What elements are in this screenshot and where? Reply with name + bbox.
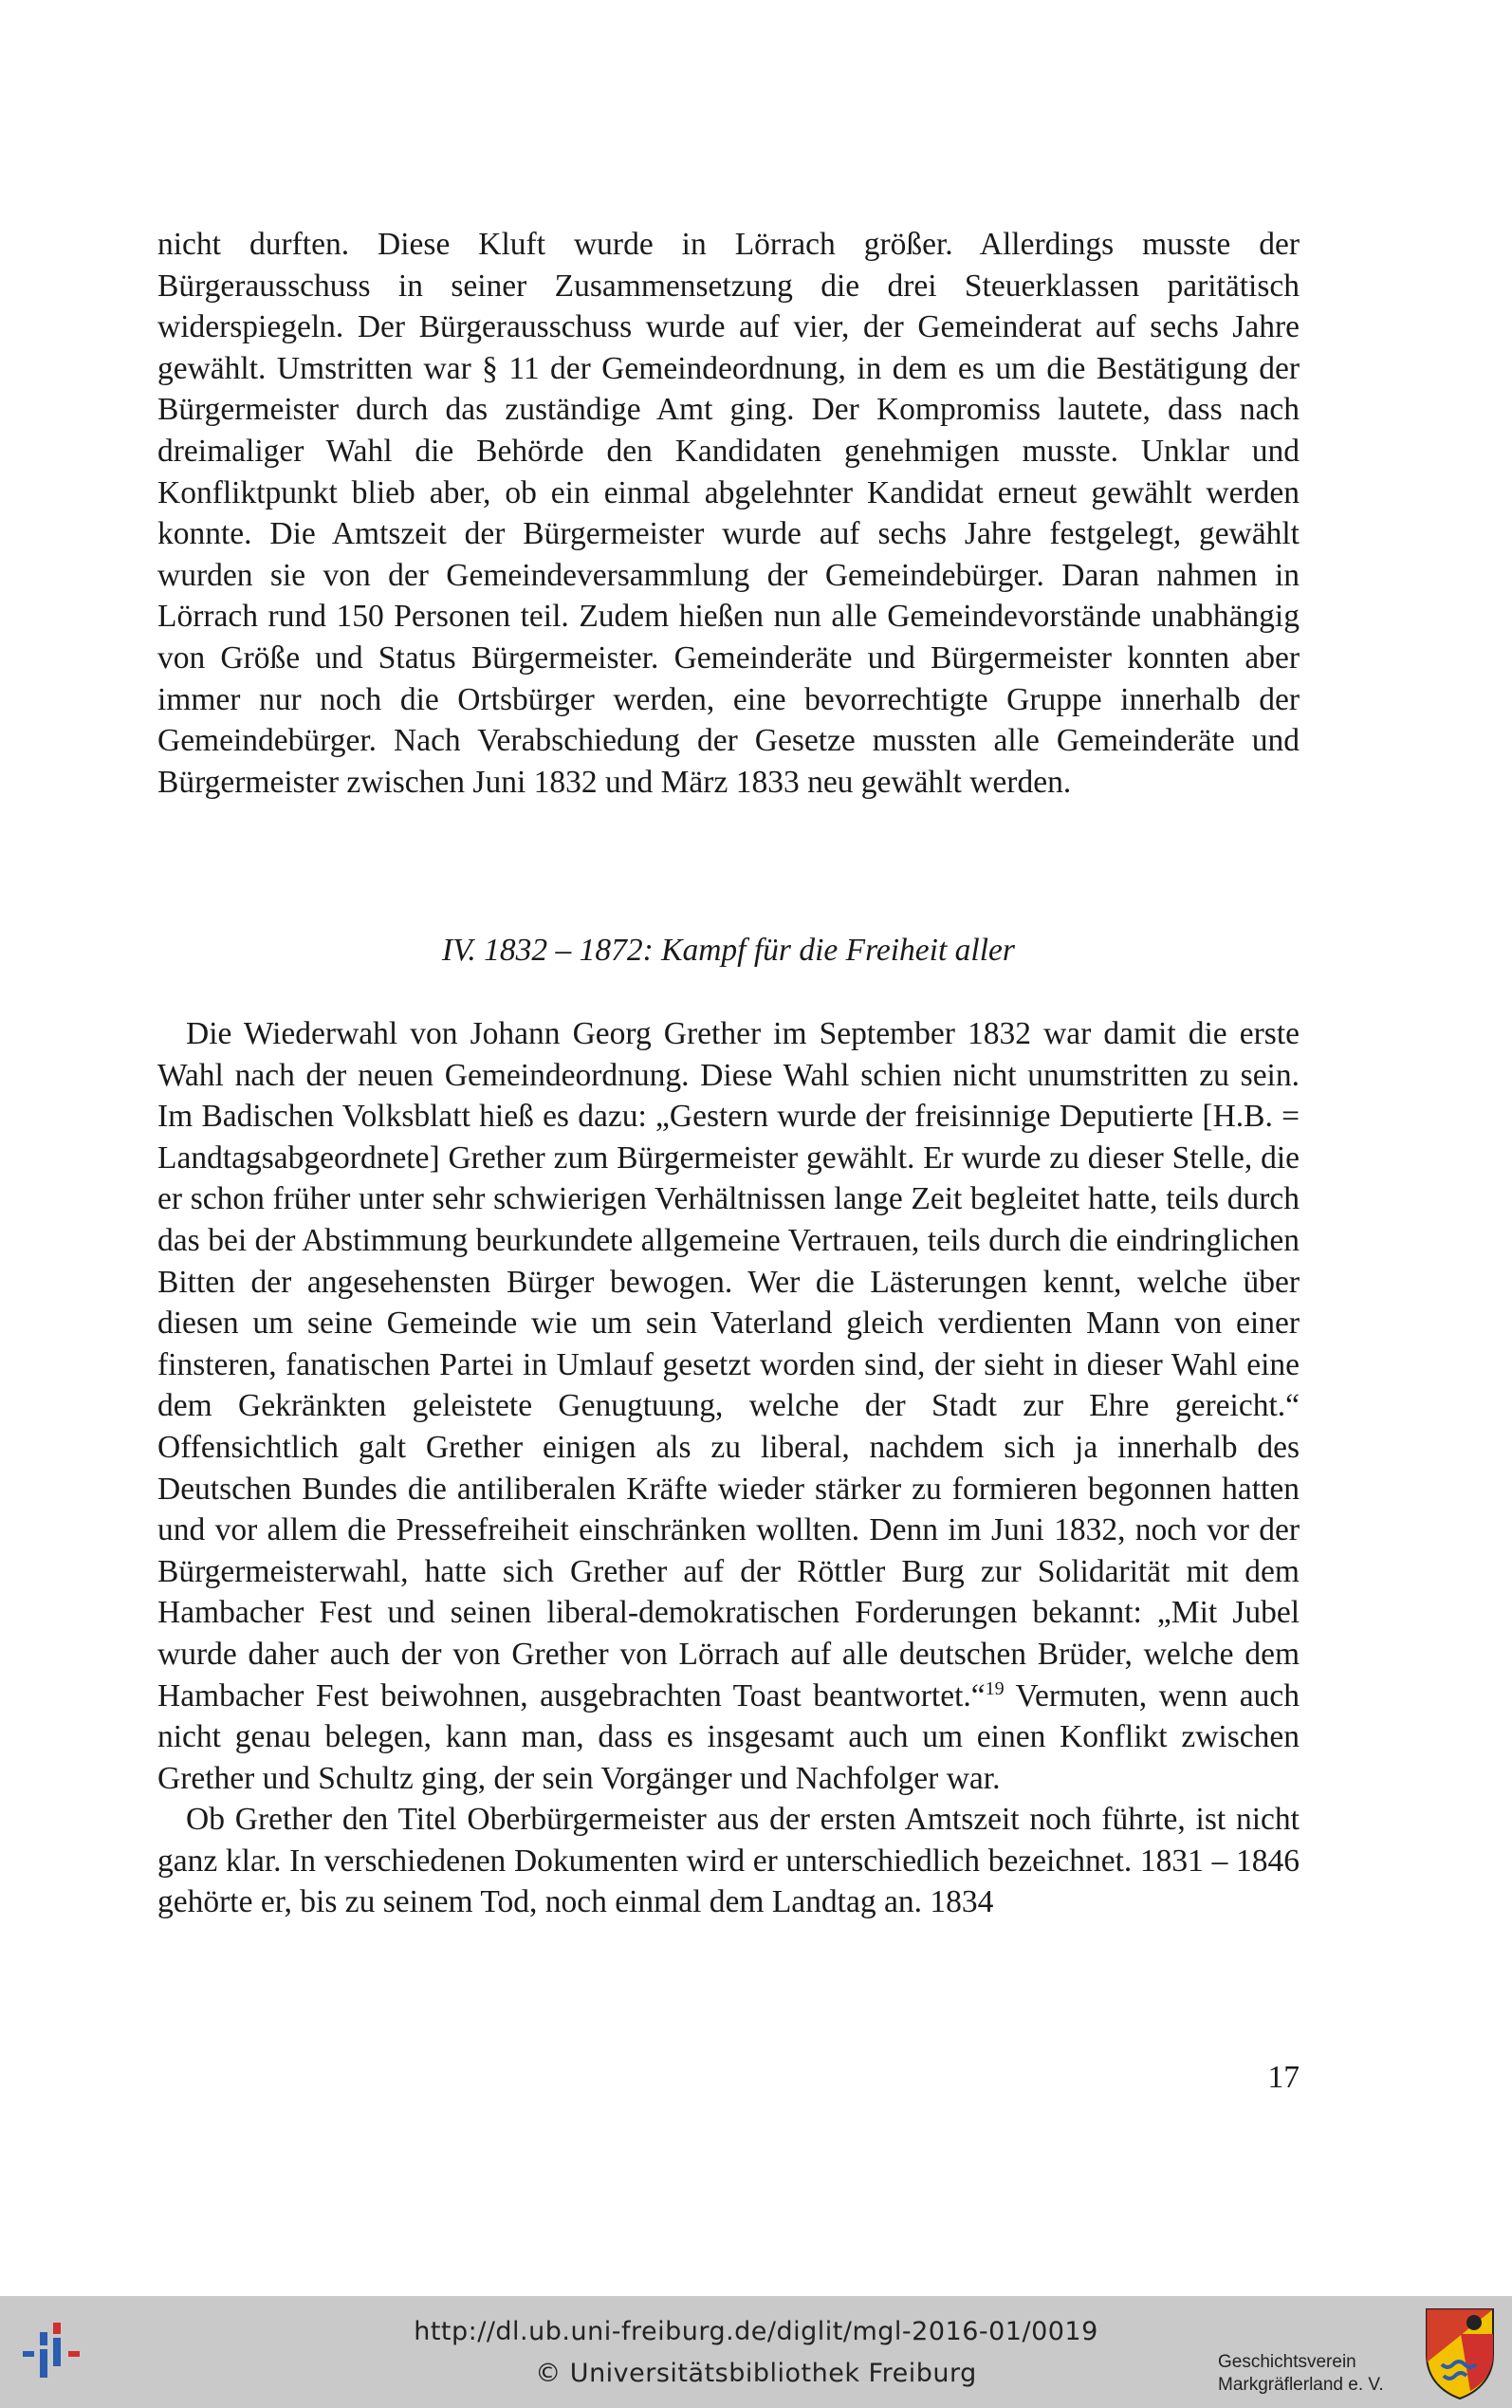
copyright-text: © Universitätsbibliothek Freiburg	[535, 2359, 977, 2388]
society-name-line: Geschichtsverein	[1218, 2352, 1356, 2372]
society-name	[1218, 2351, 1408, 2397]
coat-of-arms-icon	[1423, 2306, 1497, 2400]
paragraph-text: nicht durften. Diese Kluft wurde in Lörrach größer. Allerdings musste der Bürgerausschuss in seiner Zusammensetzung die drei Steuerklassen paritätisch widerspiegeln. Der Bürgerausschuss wurde auf vier, der Gemeinderat auf sechs Jahre gewählt. Umstritten war § 11 der Gemeindeordnung, in dem es um die Bestätigung der Bürgermeister durch das zuständige Amt ging. Der Kompromiss lautete, dass nach dreimaliger Wahl die Behörde den Kandidaten genehmigen musste. Unklar und Konfliktpunkt blieb aber, ob ein einmal abgelehnter Kandidat erneut gewählt werden konnte. Die Amtszeit der Bürgermeister wurde auf sechs Jahre festgelegt, gewählt wurden sie von der Gemeindeversammlung der Gemeindebürger. Daran nahmen in Lörrach rund 150 Personen teil. Zudem hießen nun alle Gemeindevorstände unabhängig von Größe und Status Bürgermeister. Gemeinderäte und Bürgermeister konnten aber immer nur noch die Ortsbürger werden, eine bevorrechtigte Gruppe innerhalb der Gemeindebürger. Nach Verabschiedung der Gesetze mussten alle Gemeinderäte und Bürgermeister zwischen Juni 1832 und März 1833 neu gewählt werden.	[157, 227, 1300, 800]
page-number: 17	[1267, 2060, 1300, 2095]
footnote-reference[interactable]: 19	[985, 1677, 1005, 1699]
source-url-link[interactable]: http://dl.ub.uni-freiburg.de/diglit/mgl-2016-01/0019	[414, 2317, 1098, 2346]
paragraph-text-continued: Vermuten, wenn auch nicht genau belegen, kann man, dass es insgesamt auch um einen Konflikt zwischen Grether und Schultz ging, der sein Vorgänger und Nachfolger war.	[157, 1677, 1300, 1796]
body-paragraph: Ob Grether den Titel Oberbürgermeister aus der ersten Amtszeit noch führte, ist nicht ganz klar. In verschiedenen Dokumenten wird er unterschiedlich bezeichnet. 1831 – 1846 gehörte er, bis zu seinem Tod, noch einmal dem Landtag an. 1834	[157, 1802, 1300, 1920]
section-heading: IV. 1832 – 1872: Kampf für die Freiheit aller	[442, 933, 1015, 968]
body-paragraph	[157, 1013, 1300, 1799]
body-paragraph	[157, 224, 1300, 803]
society-name-line: Markgräflerland e. V.	[1218, 2375, 1384, 2395]
footer-bar	[0, 2296, 1512, 2408]
paragraph-text: Die Wiederwahl von Johann Georg Grether im September 1832 war damit die erste Wahl nach der neuen Gemeindeordnung. Diese Wahl schien nicht unumstritten zu sein. Im Badischen Volksblatt hieß es dazu: „Gestern wurde der freisinnige Deputierte [H.B. = Landtagsabgeordnete] Grether zum Bürgermeister gewählt. Er wurde zu dieser Stelle, die er schon früher unter sehr schwierigen Verhältnissen lange Zeit begleitet hatte, teils durch das bei der Abstimmung beurkundete allgemeine Vertrauen, teils durch die eindringlichen Bitten der angesehensten Bürger bewogen. Wer die Lästerungen kennt, welche über diesen um seine Gemeinde wie um sein Vaterland gleich verdienten Mann von einer finsteren, fanatischen Partei in Umlauf gesetzt worden sind, der sieht in dieser Wahl eine dem Gekränkten geleistete Genugtuung, welche der Stadt zur Ehre gereicht.“ Offensichtlich galt Grether einigen als zu liberal, nachdem sich ja innerhalb des Deutschen Bundes die antiliberalen Kräfte wieder stärker zu formieren begonnen hatten und vor allem die Pressefreiheit einschränken wollten. Denn im Juni 1832, noch vor der Bürgermeisterwahl, hatte sich Grether auf der Röttler Burg zur Solidarität mit dem Hambacher Fest und seinen liberal-demokratischen Forderungen bekannt: „Mit Jubel wurde daher auch der von Grether von Lörrach auf alle deutschen Brüder, welche dem Hambacher Fest beiwohnen, ausgebrachten Toast beantwortet.“	[157, 1016, 1300, 1713]
body-text	[157, 1013, 1300, 1923]
